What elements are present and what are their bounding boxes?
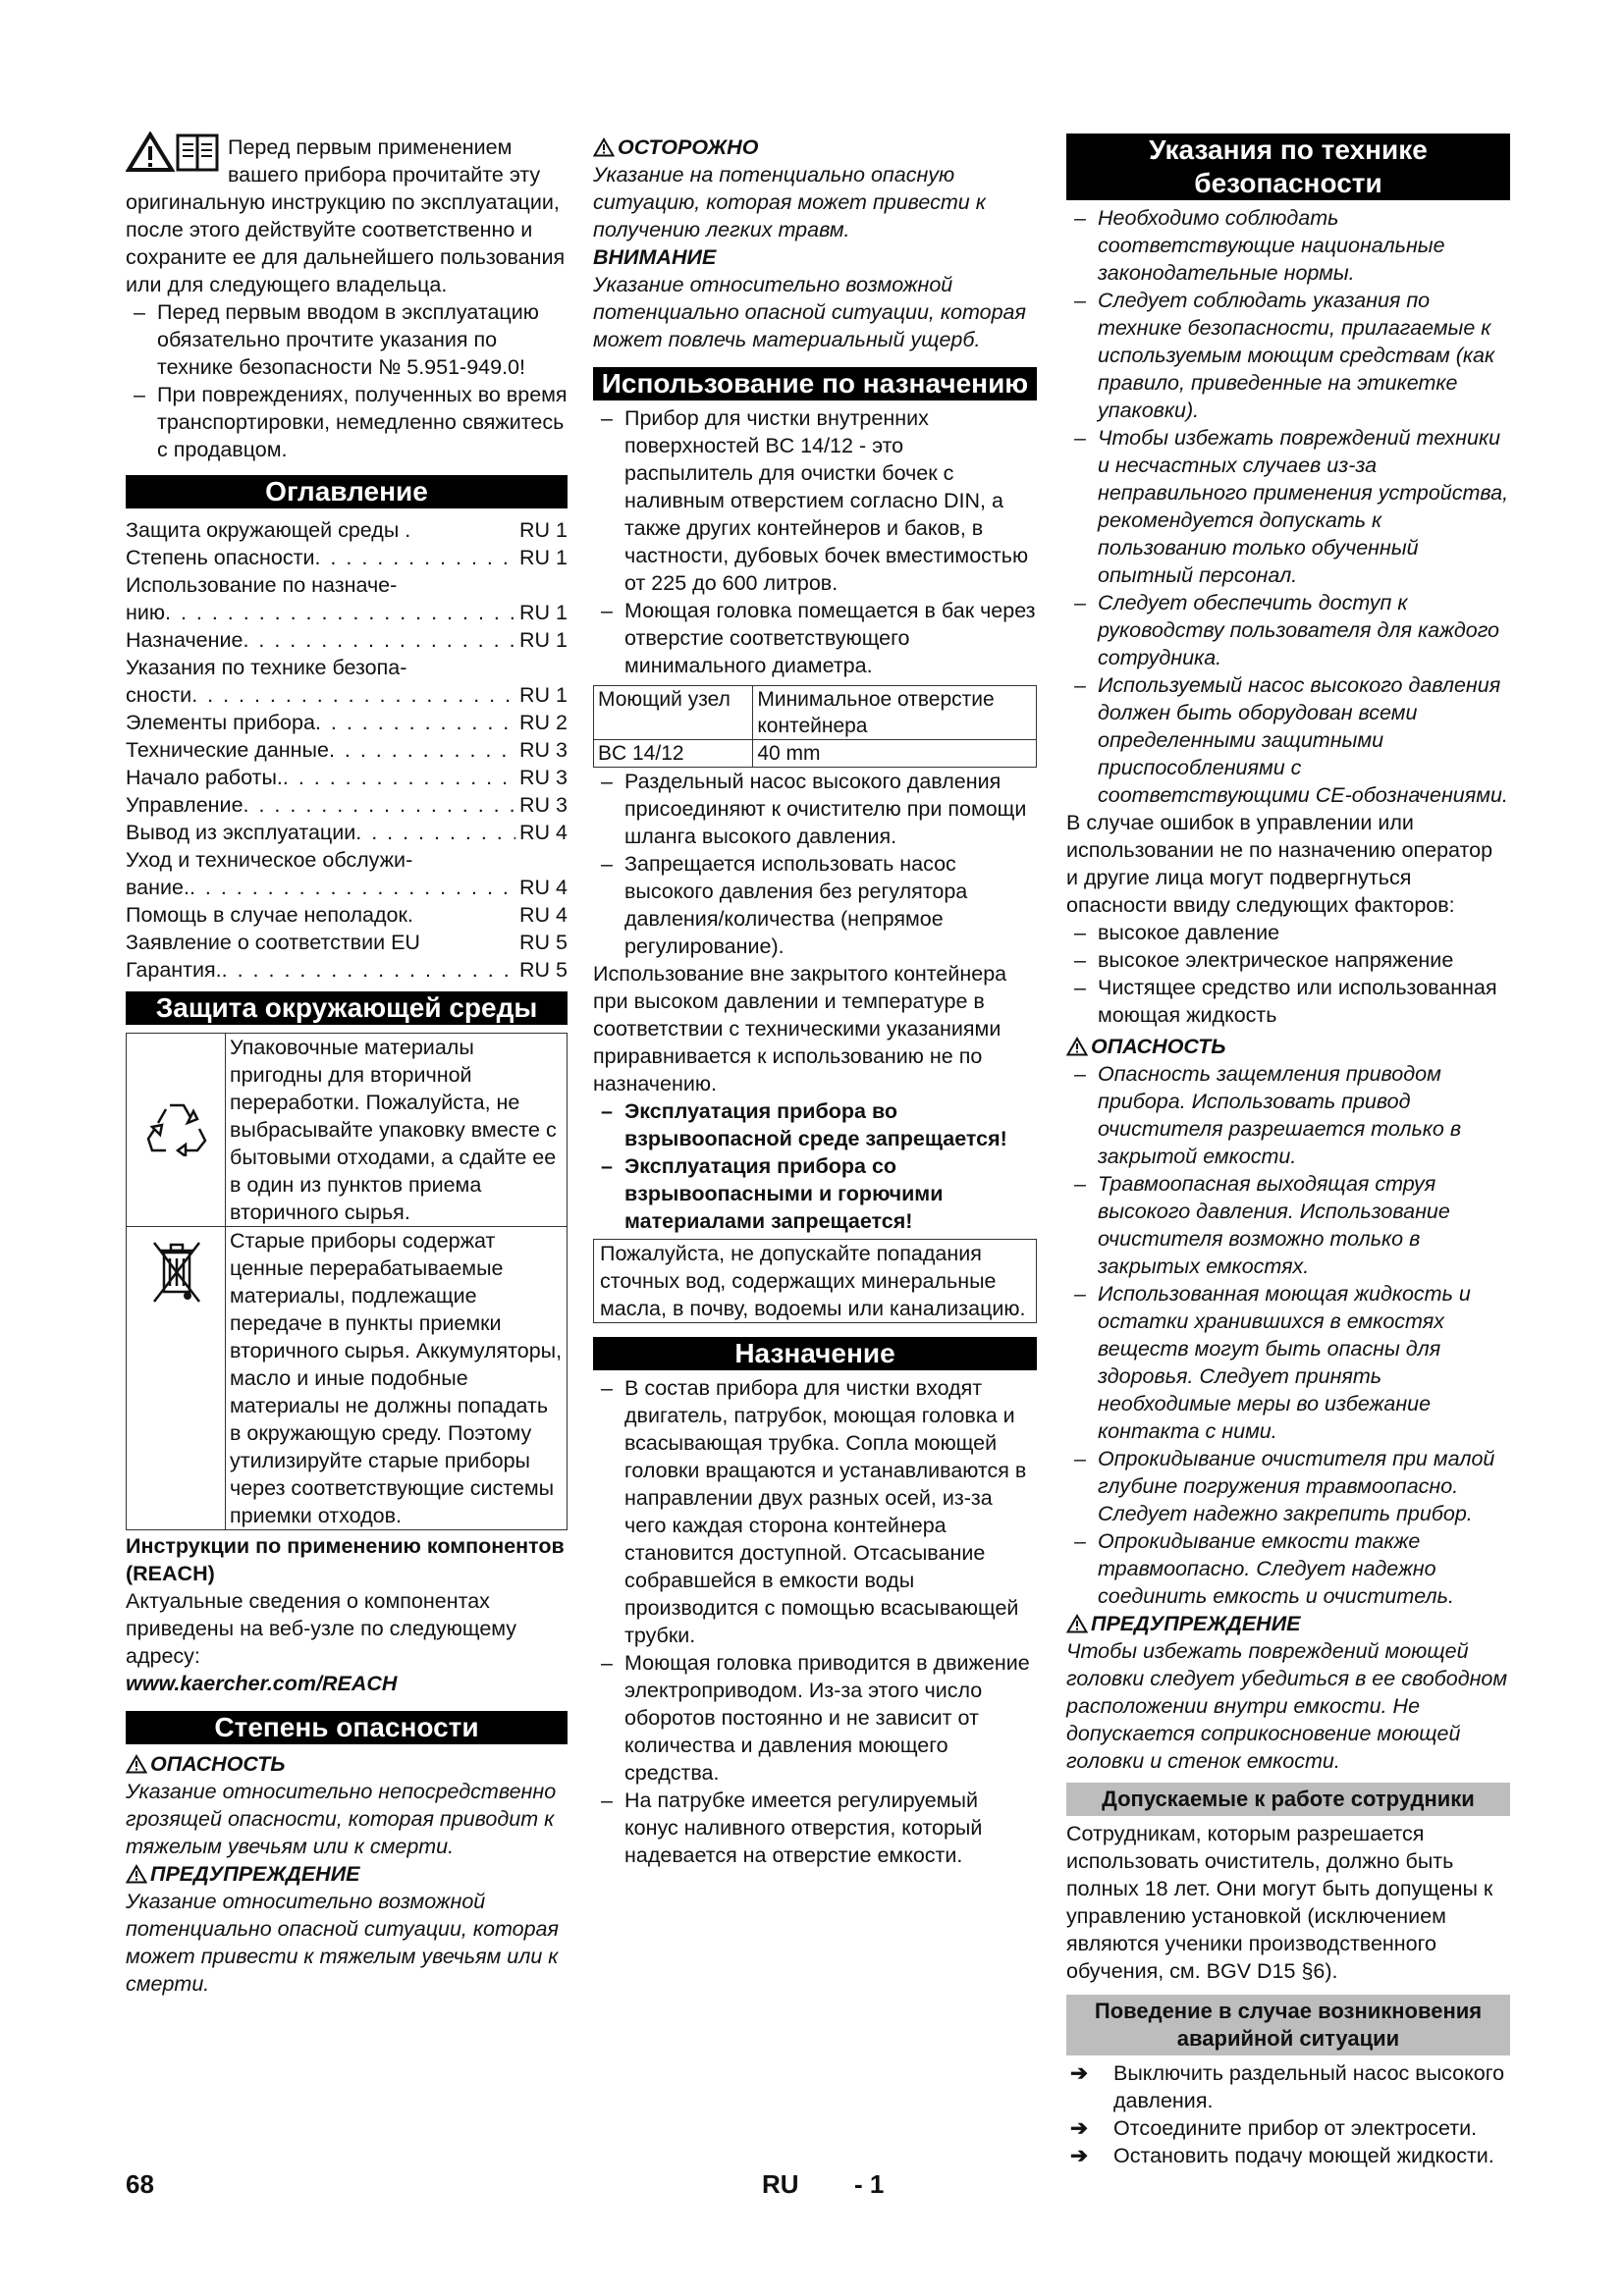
toc-entry xyxy=(126,544,568,571)
reach-text: Актуальные сведения о компонентах приведены на веб-узле по следующему адресу: xyxy=(126,1589,517,1668)
environment-table xyxy=(126,1033,568,1530)
toc-page: RU 1 xyxy=(519,546,568,569)
warning-triangle-icon xyxy=(126,1754,147,1774)
manual-book-icon xyxy=(175,132,220,173)
toc-leader xyxy=(329,736,515,764)
toc-entry xyxy=(126,654,568,681)
list-item: – Прибор для чистки внутренних поверхностей BC 14/12 - это распылитель для очистки бочек с наливным отверстием согласно DIN, а также других контейнеров и баков, в частности, дубовых бочек вместимостью от 225 до 600 литров. xyxy=(593,404,1037,597)
table-row xyxy=(127,1034,568,1227)
safety-list xyxy=(1066,204,1510,809)
list-item: – Эксплуатация прибора со взрывоопасными и горючими материалами запрещается! xyxy=(593,1152,1037,1235)
toc-entry xyxy=(126,599,568,626)
toc-entry xyxy=(126,516,568,544)
prohibition-list xyxy=(593,1097,1037,1235)
toc-entry xyxy=(126,901,568,929)
toc-entry xyxy=(126,736,568,764)
toc-entry xyxy=(126,929,568,956)
caution-label xyxy=(593,133,1037,161)
danger-label-text: ОПАСНОСТЬ xyxy=(1091,1035,1226,1058)
toc-entry-title: Назначение xyxy=(126,628,244,652)
warning-triangle-icon xyxy=(1066,1037,1088,1056)
toc-heading: Оглавление xyxy=(126,475,568,508)
toc-entry-title: Указания по технике безопа- xyxy=(126,656,407,679)
toc-entry-title: Заявление о соответствии EU xyxy=(126,931,420,954)
toc-page: RU 5 xyxy=(519,958,568,982)
weee-cell xyxy=(127,1227,226,1530)
toc-page: RU 5 xyxy=(519,931,568,954)
list-item: – В состав прибора для чистки входят двигатель, патрубок, моющая головка и всасывающая трубка. Сопла моющей головки вращаются и устанавливаются в направлении двух разных осей, из-за чего каждая сторона контейнера становится доступной. Отсасывание собравшейся в емкости воды производится с помощью всасывающей трубки. xyxy=(593,1374,1037,1649)
list-item: – На патрубке имеется регулируемый конус наливного отверстия, который надевается на отверстие емкости. xyxy=(593,1787,1037,1869)
table-cell: 40 mm xyxy=(753,740,1037,768)
page-number: 68 xyxy=(126,2169,154,2199)
toc-page: RU 4 xyxy=(519,821,568,844)
toc-entry-title: Вывод из эксплуатации xyxy=(126,821,356,844)
recycle-cell xyxy=(127,1034,226,1227)
intro-list xyxy=(126,298,568,463)
toc-entry xyxy=(126,874,568,901)
toc-entry xyxy=(126,709,568,736)
toc-leader xyxy=(191,681,515,709)
list-item: – Используемый насос высокого давления должен быть оборудован всеми определенными защитными приспособлениями с соответствующими CE-обозначениями. xyxy=(1066,671,1510,809)
warning-triangle-icon xyxy=(1066,1614,1088,1633)
toc-page: RU 4 xyxy=(519,876,568,899)
toc-entry-title: Использование по назначе- xyxy=(126,573,398,597)
table-header-cell: Минимальное отверстие контейнера xyxy=(753,686,1037,740)
toc-page: RU 1 xyxy=(519,683,568,707)
list-item: – Чистящее средство или использованная моющая жидкость xyxy=(1066,974,1510,1029)
toc-leader xyxy=(243,626,515,654)
environment-heading: Защита окружающей среды xyxy=(126,991,568,1025)
intro-icons xyxy=(126,133,220,173)
toc-entry-title: Защита окружающей среды . xyxy=(126,518,411,542)
footer-lang: RU xyxy=(762,2169,799,2199)
toc-page: RU 3 xyxy=(519,793,568,817)
toc-page: RU 1 xyxy=(519,601,568,624)
list-item: ➔ Выключить раздельный насос высокого давления. xyxy=(1066,2059,1510,2114)
safety-text: В случае ошибок в управлении или использовании не по назначению оператор и другие лица могут подвергнуться опасности ввиду следующих факторов: xyxy=(1066,811,1493,917)
toc-page: RU 3 xyxy=(519,766,568,789)
column-3 xyxy=(1066,133,1510,2169)
environment-notice-box: Пожалуйста, не допускайте попадания сточных вод, содержащих минеральные масла, в почву, водоемы или канализацию. xyxy=(593,1239,1037,1323)
warning-triangle-icon xyxy=(126,132,175,173)
toc-leader xyxy=(355,819,515,846)
caution-label-text: ОСТОРОЖНО xyxy=(618,135,759,159)
warning-label xyxy=(1066,1610,1510,1637)
list-item: – Моющая головка приводится в движение электроприводом. Из-за этого число оборотов постоянно и не зависит от количества и давления моющего средства. xyxy=(593,1649,1037,1787)
list-item: – Запрещается использовать насос высокого давления без регулятора давления/количества (непрямое регулирование). xyxy=(593,850,1037,960)
table-row xyxy=(594,740,1037,768)
toc-entry-title: нию xyxy=(126,601,166,624)
toc-leader xyxy=(283,764,515,791)
toc-page: RU 4 xyxy=(519,903,568,927)
list-item: – Перед первым вводом в эксплуатацию обязательно прочтите указания по технике безопасности № 5.951-949.0! xyxy=(126,298,568,381)
toc-entry-title: Управление xyxy=(126,793,244,817)
list-item: – высокое давление xyxy=(1066,919,1510,946)
staff-text: Сотрудникам, которым разрешается использовать очиститель, должно быть полных 18 лет. Они могут быть допущены к управлению установкой (исключением являются ученики производственного обучения, см. BGV D15 §6). xyxy=(1066,1822,1493,1983)
intended-use-list-2 xyxy=(593,768,1037,960)
staff-heading: Допускаемые к работе сотрудники xyxy=(1066,1783,1510,1816)
toc-leader xyxy=(315,709,515,736)
hazard-list xyxy=(1066,919,1510,1029)
danger-label-text: ОПАСНОСТЬ xyxy=(150,1752,286,1776)
warning-label xyxy=(126,1860,568,1888)
toc-leader xyxy=(165,599,515,626)
toc-entry-title: Начало работы. xyxy=(126,766,283,789)
footer-page-ref: - 1 xyxy=(854,2169,885,2199)
toc-page: RU 1 xyxy=(519,628,568,652)
list-item: – Следует обеспечить доступ к руководству пользователя для каждого сотрудника. xyxy=(1066,589,1510,671)
emergency-heading: Поведение в случае возникновения аварийной ситуации xyxy=(1066,1995,1510,2056)
toc-leader xyxy=(222,956,515,984)
list-item: – Эксплуатация прибора во взрывоопасной среде запрещается! xyxy=(593,1097,1037,1152)
toc-entry xyxy=(126,571,568,599)
toc-entry-title: сности xyxy=(126,683,192,707)
list-item: – Использованная моющая жидкость и остатки хранившихся в емкостях веществ могут быть опасны для здоровья. Следует принять необходимые меры во избежание контакта с ними. xyxy=(1066,1280,1510,1445)
misuse-text: Использование вне закрытого контейнера при высоком давлении и температуре в соответствии с техническими указаниями приравнивается к использованию не по назначению. xyxy=(593,962,1007,1095)
safety-heading: Указания по технике безопасности xyxy=(1066,133,1510,200)
recycle-icon xyxy=(144,1097,209,1156)
toc-entry-title: вание. xyxy=(126,876,189,899)
reach-url: www.kaercher.com/REACH xyxy=(126,1672,398,1695)
toc-leader xyxy=(410,516,515,544)
toc-entry xyxy=(126,956,568,984)
list-item: – Опасность защемления приводом прибора. Использовать привод очистителя разрешается только в закрытой емкости. xyxy=(1066,1060,1510,1170)
toc-entry xyxy=(126,681,568,709)
toc-entry-title: Элементы прибора xyxy=(126,711,315,734)
list-item: – Следует соблюдать указания по технике безопасности, прилагаемые к используемым моющим средствам (как правило, приведенные на этикетке упаковки). xyxy=(1066,287,1510,424)
list-item: – Опрокидывание емкости также травмоопасно. Следует надежно соединить емкость и очиститель. xyxy=(1066,1527,1510,1610)
recycle-text: Упаковочные материалы пригодны для вторичной переработки. Пожалуйста, не выбрасывайте упаковку вместе с бытовыми отходами, а сдайте ее в один из пунктов приема вторичного сырья. xyxy=(226,1034,568,1227)
toc-entry-title: Гарантия. xyxy=(126,958,222,982)
toc-leader xyxy=(189,874,515,901)
toc-entry xyxy=(126,626,568,654)
list-item: – Опрокидывание очистителя при малой глубине погружения травмоопасно. Следует надежно закрепить прибор. xyxy=(1066,1445,1510,1527)
toc-entry-title: Уход и техническое обслужи- xyxy=(126,848,413,872)
toc-entry xyxy=(126,791,568,819)
list-item: ➔ Отсоедините прибор от электросети. xyxy=(1066,2114,1510,2142)
caution-text: Указание на потенциально опасную ситуацию, которая может привести к получению легких травм. xyxy=(593,163,986,241)
intended-use-list xyxy=(593,404,1037,679)
danger-text: Указание относительно непосредственно грозящей опасности, которая приводит к тяжелым увечьям или к смерти. xyxy=(126,1780,557,1858)
intro-block xyxy=(126,133,568,463)
toc-leader xyxy=(244,791,515,819)
attention-label: ВНИМАНИЕ xyxy=(593,245,717,269)
list-item: – Раздельный насос высокого давления присоединяют к очистителю при помощи шланга высокого давления. xyxy=(593,768,1037,850)
list-item: – Необходимо соблюдать соответствующие национальные законодательные нормы. xyxy=(1066,204,1510,287)
toc-page: RU 1 xyxy=(519,518,568,542)
warning-text: Указание относительно возможной потенциально опасной ситуации, которая может привести к тяжелым увечьям или к смерти. xyxy=(126,1890,560,1996)
attention-text: Указание относительно возможной потенциально опасной ситуации, которая может повлечь материальный ущерб. xyxy=(593,273,1027,351)
column-1 xyxy=(126,133,568,1998)
danger-level-heading: Степень опасности xyxy=(126,1711,568,1744)
dimension-table xyxy=(593,685,1037,768)
purpose-list xyxy=(593,1374,1037,1869)
toc-leader xyxy=(420,929,515,956)
table-of-contents xyxy=(126,516,568,984)
toc-leader xyxy=(314,544,515,571)
table-header-cell: Моющий узел xyxy=(594,686,753,740)
list-item: – Чтобы избежать повреждений техники и несчастных случаев из-за неправильного применения устройства, рекомендуется допускать к пользованию только обученный опытный персонал. xyxy=(1066,424,1510,589)
warning-triangle-icon xyxy=(593,137,615,157)
intro-text: Перед первым применением вашего прибора прочитайте эту оригинальную инструкцию по эксплуатации, после этого действуйте соответственно и сохраните ее для дальнейшего пользования или для следующего владельца. xyxy=(126,135,566,296)
toc-leader xyxy=(413,901,515,929)
intended-use-heading: Использование по назначению xyxy=(593,367,1037,400)
toc-entry-title: Технические данные xyxy=(126,738,329,762)
list-item: – высокое электрическое напряжение xyxy=(1066,946,1510,974)
toc-entry xyxy=(126,819,568,846)
table-row xyxy=(127,1227,568,1530)
danger-list xyxy=(1066,1060,1510,1610)
table-row xyxy=(594,686,1037,740)
purpose-heading: Назначение xyxy=(593,1337,1037,1370)
column-2 xyxy=(593,133,1037,1869)
danger-label xyxy=(1066,1033,1510,1060)
emergency-list xyxy=(1066,2059,1510,2169)
table-cell: BC 14/12 xyxy=(594,740,753,768)
toc-entry xyxy=(126,846,568,874)
list-item: – Моющая головка помещается в бак через отверстие соответствующего минимального диаметра. xyxy=(593,597,1037,679)
list-item: – При повреждениях, полученных во время транспортировки, немедленно свяжитесь с продавцом. xyxy=(126,381,568,463)
list-item: – Травмоопасная выходящая струя высокого давления. Использование очистителя возможно только в закрытых емкостях. xyxy=(1066,1170,1510,1280)
toc-entry xyxy=(126,764,568,791)
toc-page: RU 3 xyxy=(519,738,568,762)
toc-page: RU 2 xyxy=(519,711,568,734)
warning-triangle-icon xyxy=(126,1864,147,1884)
warning-text: Чтобы избежать повреждений моющей головки следует убедиться в ее свободном расположении внутри емкости. Не допускается соприкосновение моющей головки и стенок емкости. xyxy=(1066,1639,1508,1773)
toc-entry-title: Степень опасности xyxy=(126,546,315,569)
toc-entry-title: Помощь в случае неполадок. xyxy=(126,903,413,927)
warning-label-text: ПРЕДУПРЕЖДЕНИЕ xyxy=(1091,1612,1301,1635)
danger-label xyxy=(126,1750,568,1778)
weee-text: Старые приборы содержат ценные перерабатываемые материалы, подлежащие передаче в пункты приемки вторичного сырья. Аккумуляторы, масло и иные подобные материалы не должны попадать в окружающую среду. Поэтому утилизируйте старые приборы через соответствующие системы приемки отходов. xyxy=(226,1227,568,1530)
reach-heading: Инструкции по применению компонентов (REACH) xyxy=(126,1534,565,1585)
crossed-bin-icon xyxy=(150,1237,203,1309)
warning-label-text: ПРЕДУПРЕЖДЕНИЕ xyxy=(150,1862,360,1886)
list-item: ➔ Остановить подачу моющей жидкости. xyxy=(1066,2142,1510,2169)
